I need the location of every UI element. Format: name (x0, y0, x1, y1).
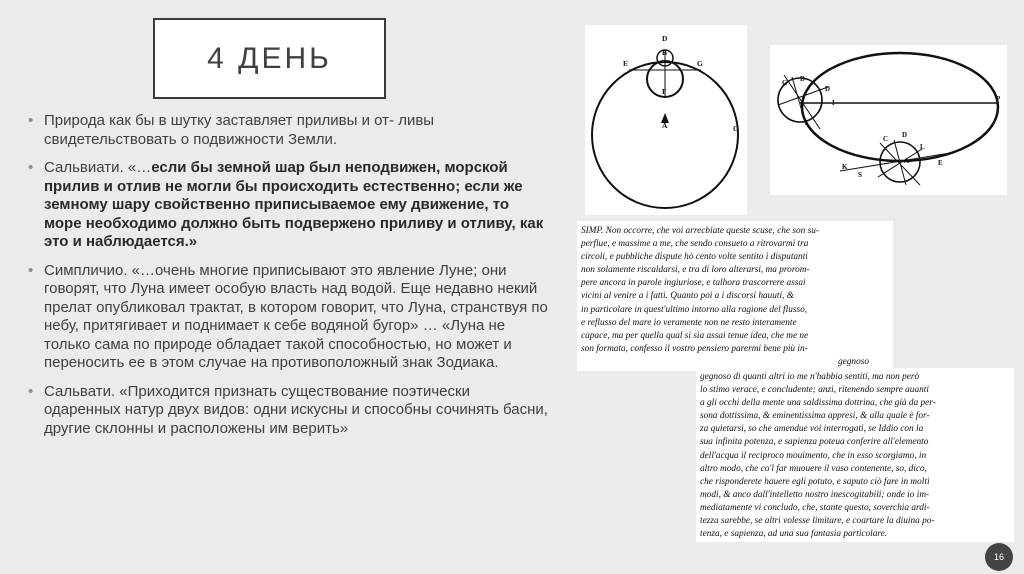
bullet-text: Природа как бы в шутку заставляет приливы и от- ливы свидетельствовать о подвижности Земли. (44, 112, 435, 148)
title-box (153, 18, 386, 99)
book-line: SIMP. Non occorre, che voi arrecbiate queste scuse, che son su- (581, 226, 819, 236)
diagram-label: G (782, 79, 788, 87)
book-line: lo stimo verace, e concludente; anzi, ritenendo sempre auanti (700, 385, 929, 396)
bullet-prefix: Сальвиати. «… (44, 159, 152, 176)
diagram-label: F (662, 87, 667, 96)
book-line: gegnoso di quanti altri io me n'habbia sentiti, ma non però (700, 372, 920, 382)
diagram-label: G (697, 59, 703, 68)
diagram-label: P (996, 95, 1001, 103)
book-line: a gli occhi della mente una saldissima dottrina, che già da per- (700, 398, 936, 409)
diagram-label: E (938, 159, 943, 167)
page-number: 16 (993, 552, 1004, 562)
diagram-label: B (662, 48, 668, 57)
bullet-item (28, 159, 548, 252)
bullet-dot-icon: • (28, 112, 34, 129)
diagram-label: K (842, 163, 848, 171)
diagram-label: D (825, 85, 831, 93)
bullet-list (28, 112, 548, 448)
bullet-dot-icon: • (28, 261, 34, 279)
slide-title: 4 ДЕНЬ (207, 41, 332, 75)
diagram-label: B (800, 75, 805, 83)
diagram-label: I (832, 99, 835, 107)
diagram-label: A (904, 157, 910, 165)
book-line: in particolare in quest'ultimo intorno alla ragione del flusso, (581, 304, 808, 315)
ellipse-svg (770, 45, 1007, 195)
book-line: modi, & anco dall'intelletto nostro inescogitabili; onde io im- (700, 489, 930, 500)
diagram-label: D (902, 131, 908, 139)
bullet-item (28, 262, 548, 373)
tide-diagram-circles (585, 25, 747, 215)
book-line: gegnoso (838, 356, 869, 367)
book-line: tenza, e sapienza, ad una sua fantasia particolare. (700, 529, 888, 540)
book-excerpt-continued (696, 368, 1014, 542)
book-line: e reflusso del mare io veramente non ne resto interamente (581, 317, 797, 328)
bullet-text: Симпличио. «…очень многие приписывают это явление Луне; они говорят, что Луна имеет особую власть над водой. Еще недавно некий прелат опубликовал трактат, в котором говорит, что Луна, странствуя по небу, притягивает и поднимает к себе водяной бугор» … «Луна не только сама по природе обладает такой способностью, но может и переносить ее в этом случае на противоположный знак Зодиака. (44, 261, 548, 371)
diagram-label: E (623, 59, 629, 68)
bullet-bold-text: если бы земной шар был неподвижен, морской прилив и отлив не могли бы происходить естественно; если же земному шару свойственно приписываемое ему движение, то море необходимо должно быть подвержено приливу и отливу, как это и наблюдается.» (44, 159, 544, 250)
book-line: vicini al venire a i fatti. Quanto poi a i discorsi hauuti, & (581, 291, 794, 302)
book-line: son formata, confesso il vostro pensiero parermi bene più in- (581, 343, 808, 354)
page-number-badge (985, 543, 1013, 571)
bullet-dot-icon: • (28, 382, 34, 400)
book-excerpt-simplicio (577, 221, 893, 371)
book-line: non solamente riscaldarsi, e tra di loro alterarsi, ma prorom- (581, 265, 810, 276)
book-line: circoli, e pubbliche dispute hò cento volte sentito i disputanti (581, 252, 808, 263)
book-line: dell'acqua il reciproco mouimento, che in esso scorgiamo, in (700, 450, 927, 461)
book-line: che risponderete hauere egli potuto, e saputo ciò fare in molti (700, 476, 930, 487)
diagram-label: C (733, 124, 739, 133)
diagram-label: S (858, 171, 862, 179)
book-line: tezza sarebbe, se altri volesse limitare, e coartare la diuina po- (700, 516, 935, 527)
book-line: altro modo, che co'l far muouere il vaso contenente, so, dico, (700, 463, 927, 474)
book-line: pere ancora in parole ingiuriose, e talhora trascorrere assai (581, 278, 806, 289)
book-line: capace, ma per quella qual si sia assai tenue idea, che me ne (581, 330, 809, 341)
bullet-item (28, 112, 548, 149)
bullet-item (28, 383, 548, 439)
bullet-dot-icon: • (28, 159, 34, 176)
tide-diagram-ellipse (770, 45, 1007, 195)
diagram-label: A (662, 121, 668, 130)
diagram-label: C (883, 135, 889, 143)
bullet-text: Сальвати. «Приходится признать существование поэтически одаренных натур двух видов: одни искусны и способны сочинять басни, другие склонны и расположены им верить» (44, 382, 548, 437)
circles-svg (585, 25, 747, 215)
book-line: sua infinita potenza, e sapienza poteua conferire all'elemento (700, 437, 929, 448)
book-line: sona dottissima, & eminentissima appresi, & alla quale è for- (700, 411, 930, 422)
diagram-label: L (920, 143, 925, 151)
diagram-label: D (662, 34, 668, 43)
book-line: perflue, e massime a me, che sendo consueto a ritrovarmi tra (581, 239, 809, 250)
book-line: za quietarsi, so che amendue voi interrogati, se Iddio con la (700, 424, 924, 435)
book-line: mediatamente vi concludo, che, stante questo, soverchia ardi- (700, 502, 930, 513)
